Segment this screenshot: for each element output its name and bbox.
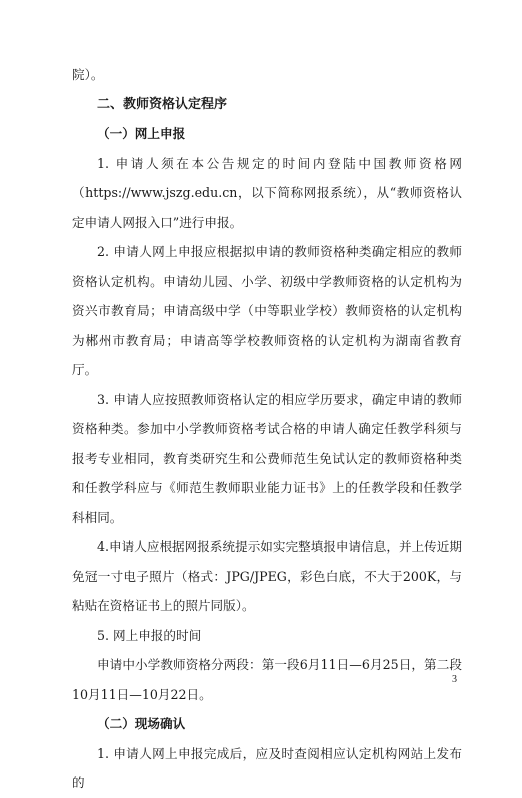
page-number: 3 — [452, 674, 457, 685]
paragraph-4: 4.申请人应根据网报系统提示如实完整填报申请信息，并上传近期免冠一寸电子照片（格式：JPG/JPEG，彩色白底，不大于200K，与粘贴在资格证书上的照片同版）。 — [72, 539, 462, 613]
paragraph-2: 2. 申请人网上申报应根据拟申请的教师资格种类确定相应的教师资格认定机构。申请幼儿园、小学、初级中学教师资格的认定机构为资兴市教育局；申请高级中学（中等职业学校）教师资格的认定机构为郴州市教育局；申请高等学校教师资格的认定机构为湖南省教育厅。 — [72, 244, 462, 377]
paragraph-continuation: 院）。 — [72, 67, 104, 82]
paragraph-6: 申请中小学教师资格分两段：第一段6月11日—6月25日，第二段10月11日—10月22日。 — [72, 657, 462, 702]
subsection-heading-onsite-confirmation: （二）现场确认 — [97, 716, 186, 731]
paragraph-1: 1. 申请人须在本公告规定的时间内登陆中国教师资格网（https://www.jszg.edu.cn，以下简称网报系统），从“教师资格认定申请人网报入口”进行申报。 — [72, 155, 462, 230]
paragraph-7: 1. 申请人网上申报完成后，应及时查阅相应认定机构网站上发布的 — [72, 745, 462, 790]
document-body — [72, 60, 462, 798]
subsection-heading-online-application: （一）网上申报 — [97, 126, 186, 141]
paragraph-3: 3. 申请人应按照教师资格认定的相应学历要求，确定申请的教师资格种类。参加中小学教师资格考试合格的申请人确定任教学科须与报考专业相同，教育类研究生和公费师范生免试认定的教师资格种类和任教学科应与《师范生教师职业能力证书》上的任教学段和任教学科相同。 — [72, 391, 462, 525]
paragraph-5: 5. 网上申报的时间 — [97, 627, 202, 643]
section-heading-certification-procedure: 二、教师资格认定程序 — [97, 96, 228, 112]
